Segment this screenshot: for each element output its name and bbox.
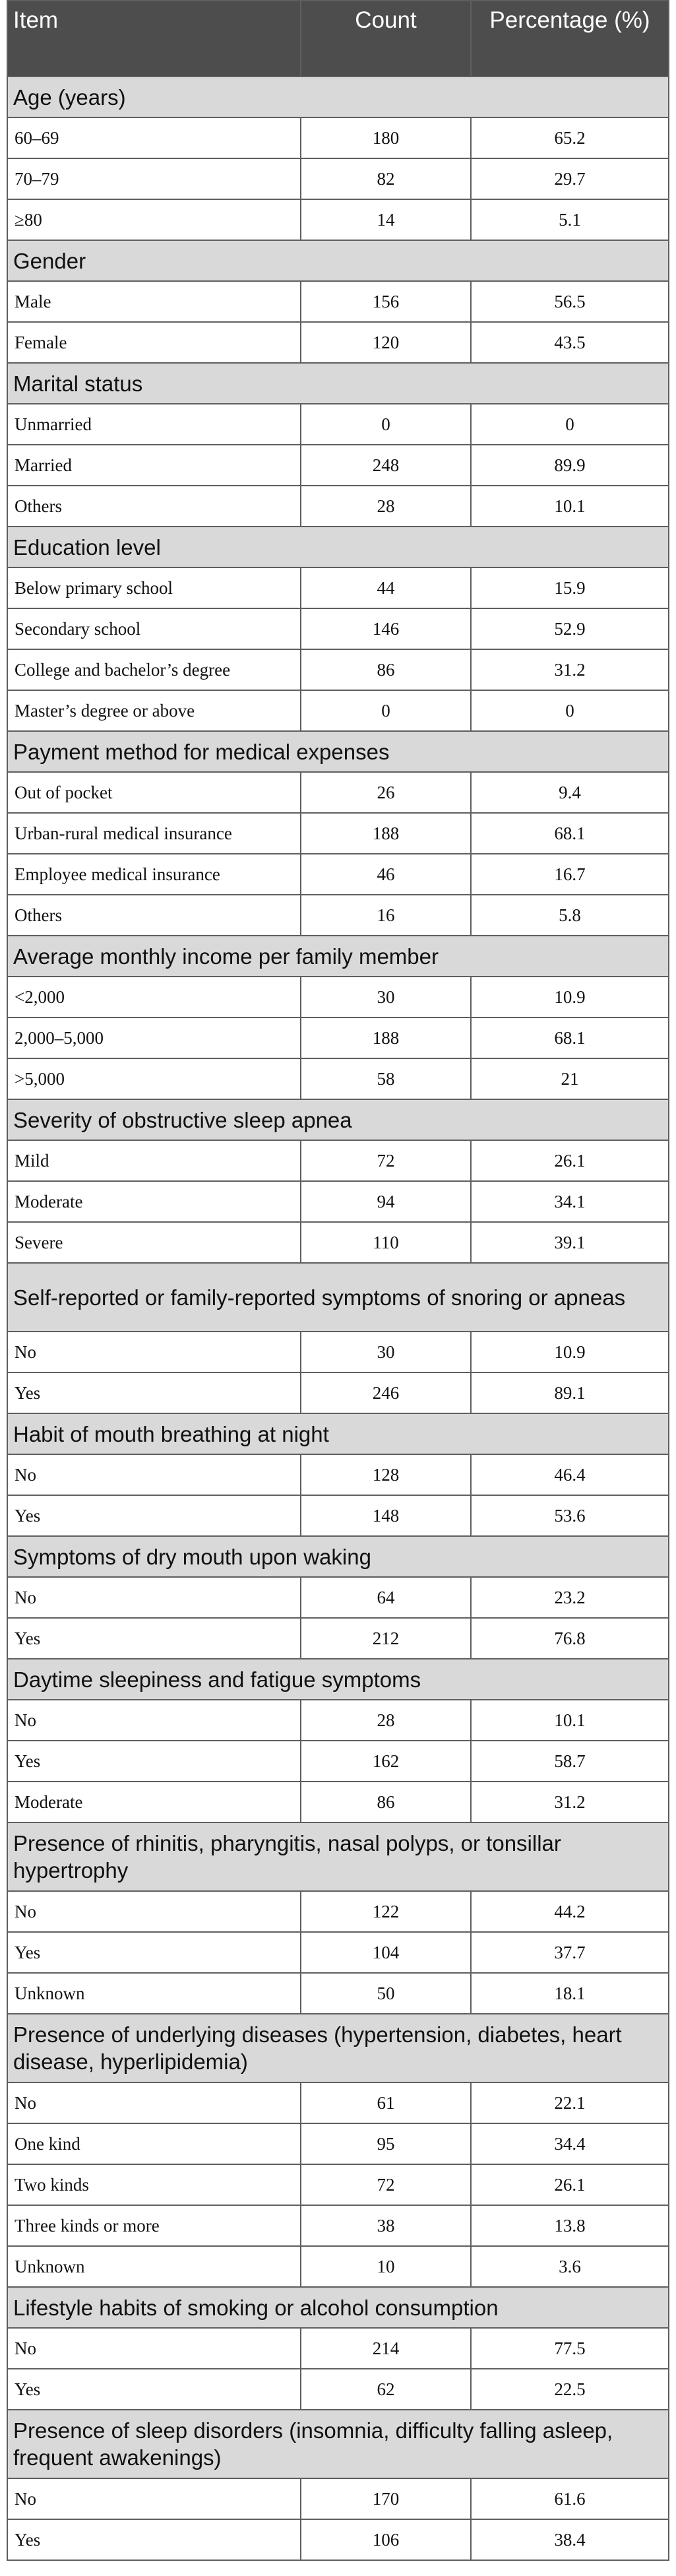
cell-label: <2,000 — [7, 977, 301, 1017]
section-header-row — [7, 936, 669, 977]
cell-label: Others — [7, 486, 301, 527]
cell-count: 58 — [301, 1058, 471, 1099]
table-body — [7, 77, 669, 2560]
table-row — [7, 1891, 669, 1932]
table-row — [7, 2478, 669, 2519]
cell-count: 28 — [301, 1700, 471, 1741]
section-header-row — [7, 2287, 669, 2328]
cell-label: Unknown — [7, 1973, 301, 2014]
table-row — [7, 1495, 669, 1536]
table-row — [7, 1222, 669, 1263]
cell-count: 26 — [301, 772, 471, 813]
cell-percentage: 0 — [471, 690, 669, 731]
cell-label: No — [7, 1332, 301, 1372]
table-row — [7, 322, 669, 363]
cell-label: No — [7, 1891, 301, 1932]
table-row — [7, 199, 669, 240]
cell-label: Severe — [7, 1222, 301, 1263]
cell-count: 214 — [301, 2328, 471, 2369]
header-item: Item — [7, 1, 301, 77]
cell-label: One kind — [7, 2123, 301, 2164]
section-title: Education level — [7, 527, 669, 567]
cell-count: 10 — [301, 2246, 471, 2287]
cell-percentage: 65.2 — [471, 117, 669, 158]
cell-percentage: 5.8 — [471, 895, 669, 936]
table-row — [7, 445, 669, 486]
cell-label: Yes — [7, 1495, 301, 1536]
section-title: Presence of underlying diseases (hypertension, diabetes, heart disease, hyperlipidemia) — [7, 2014, 669, 2082]
cell-percentage: 53.6 — [471, 1495, 669, 1536]
cell-label: No — [7, 1700, 301, 1741]
cell-percentage: 3.6 — [471, 2246, 669, 2287]
table-row — [7, 1140, 669, 1181]
section-header-row — [7, 731, 669, 772]
table-row — [7, 2246, 669, 2287]
cell-percentage: 58.7 — [471, 1741, 669, 1782]
cell-percentage: 44.2 — [471, 1891, 669, 1932]
header-count: Count — [301, 1, 471, 77]
cell-count: 156 — [301, 281, 471, 322]
table-row — [7, 281, 669, 322]
cell-percentage: 61.6 — [471, 2478, 669, 2519]
cell-label: College and bachelor’s degree — [7, 649, 301, 690]
cell-percentage: 34.4 — [471, 2123, 669, 2164]
cell-percentage: 10.9 — [471, 1332, 669, 1372]
section-header-row — [7, 1822, 669, 1891]
table-row — [7, 1332, 669, 1372]
table-row — [7, 1454, 669, 1495]
cell-percentage: 31.2 — [471, 1782, 669, 1822]
cell-percentage: 52.9 — [471, 608, 669, 649]
cell-count: 188 — [301, 1017, 471, 1058]
table-row — [7, 117, 669, 158]
cell-percentage: 77.5 — [471, 2328, 669, 2369]
cell-count: 72 — [301, 1140, 471, 1181]
cell-percentage: 22.1 — [471, 2082, 669, 2123]
cell-percentage: 21 — [471, 1058, 669, 1099]
table-row — [7, 1618, 669, 1659]
section-title: Habit of mouth breathing at night — [7, 1413, 669, 1454]
section-header-row — [7, 1263, 669, 1332]
cell-label: Out of pocket — [7, 772, 301, 813]
cell-percentage: 89.1 — [471, 1372, 669, 1413]
cell-label: No — [7, 1454, 301, 1495]
cell-label: Others — [7, 895, 301, 936]
cell-count: 44 — [301, 567, 471, 608]
section-title: Lifestyle habits of smoking or alcohol consumption — [7, 2287, 669, 2328]
cell-count: 62 — [301, 2369, 471, 2410]
cell-count: 95 — [301, 2123, 471, 2164]
cell-label: Employee medical insurance — [7, 854, 301, 895]
table-row — [7, 772, 669, 813]
cell-label: ≥80 — [7, 199, 301, 240]
cell-label: Male — [7, 281, 301, 322]
cell-count: 14 — [301, 199, 471, 240]
cell-label: Yes — [7, 1932, 301, 1973]
cell-label: 60–69 — [7, 117, 301, 158]
section-header-row — [7, 1536, 669, 1577]
cell-label: Mild — [7, 1140, 301, 1181]
section-header-row — [7, 2410, 669, 2478]
table-row — [7, 2123, 669, 2164]
table-row — [7, 1700, 669, 1741]
cell-label: Moderate — [7, 1782, 301, 1822]
cell-count: 128 — [301, 1454, 471, 1495]
cell-count: 106 — [301, 2519, 471, 2560]
section-title: Presence of rhinitis, pharyngitis, nasal polyps, or tonsillar hypertrophy — [7, 1822, 669, 1891]
table-row — [7, 2369, 669, 2410]
cell-percentage: 0 — [471, 404, 669, 445]
cell-percentage: 15.9 — [471, 567, 669, 608]
data-table-container — [7, 0, 668, 2561]
section-header-row — [7, 1413, 669, 1454]
cell-label: No — [7, 1577, 301, 1618]
cell-label: No — [7, 2328, 301, 2369]
table-row — [7, 486, 669, 527]
cell-label: Three kinds or more — [7, 2205, 301, 2246]
section-title: Gender — [7, 240, 669, 281]
cell-count: 122 — [301, 1891, 471, 1932]
table-row — [7, 1973, 669, 2014]
cell-count: 16 — [301, 895, 471, 936]
cell-label: 2,000–5,000 — [7, 1017, 301, 1058]
cell-percentage: 39.1 — [471, 1222, 669, 1263]
cell-count: 120 — [301, 322, 471, 363]
table-row — [7, 1058, 669, 1099]
cell-label: Female — [7, 322, 301, 363]
cell-label: 70–79 — [7, 158, 301, 199]
cell-percentage: 16.7 — [471, 854, 669, 895]
cell-percentage: 22.5 — [471, 2369, 669, 2410]
table-row — [7, 2519, 669, 2560]
cell-label: Yes — [7, 2369, 301, 2410]
table-row — [7, 1577, 669, 1618]
cell-label: No — [7, 2478, 301, 2519]
table-row — [7, 2164, 669, 2205]
cell-label: Master’s degree or above — [7, 690, 301, 731]
cell-label: Secondary school — [7, 608, 301, 649]
cell-count: 50 — [301, 1973, 471, 2014]
cell-percentage: 26.1 — [471, 1140, 669, 1181]
section-title: Marital status — [7, 363, 669, 404]
cell-count: 248 — [301, 445, 471, 486]
section-title: Presence of sleep disorders (insomnia, difficulty falling asleep, frequent awakenings) — [7, 2410, 669, 2478]
cell-percentage: 46.4 — [471, 1454, 669, 1495]
table-row — [7, 2328, 669, 2369]
cell-count: 170 — [301, 2478, 471, 2519]
cell-count: 0 — [301, 690, 471, 731]
cell-label: Below primary school — [7, 567, 301, 608]
cell-label: No — [7, 2082, 301, 2123]
table-row — [7, 2082, 669, 2123]
header-percentage: Percentage (%) — [471, 1, 669, 77]
cell-label: Moderate — [7, 1181, 301, 1222]
table-row — [7, 813, 669, 854]
section-title: Daytime sleepiness and fatigue symptoms — [7, 1659, 669, 1700]
cell-percentage: 37.7 — [471, 1932, 669, 1973]
cell-label: Two kinds — [7, 2164, 301, 2205]
cell-percentage: 29.7 — [471, 158, 669, 199]
cell-count: 64 — [301, 1577, 471, 1618]
cell-label: Urban-rural medical insurance — [7, 813, 301, 854]
section-header-row — [7, 77, 669, 117]
section-header-row — [7, 363, 669, 404]
cell-count: 30 — [301, 1332, 471, 1372]
section-title: Severity of obstructive sleep apnea — [7, 1099, 669, 1140]
cell-label: Yes — [7, 2519, 301, 2560]
cell-label: Yes — [7, 1372, 301, 1413]
cell-count: 30 — [301, 977, 471, 1017]
table-row — [7, 854, 669, 895]
cell-percentage: 13.8 — [471, 2205, 669, 2246]
cell-percentage: 18.1 — [471, 1973, 669, 2014]
table-row — [7, 1372, 669, 1413]
table-row — [7, 608, 669, 649]
cell-percentage: 68.1 — [471, 1017, 669, 1058]
section-header-row — [7, 240, 669, 281]
section-title: Age (years) — [7, 77, 669, 117]
cell-percentage: 10.1 — [471, 1700, 669, 1741]
cell-percentage: 5.1 — [471, 199, 669, 240]
cell-percentage: 23.2 — [471, 1577, 669, 1618]
section-header-row — [7, 1659, 669, 1700]
table-header-row — [7, 1, 669, 77]
cell-label: Unmarried — [7, 404, 301, 445]
cell-label: Yes — [7, 1741, 301, 1782]
cell-count: 0 — [301, 404, 471, 445]
cell-percentage: 26.1 — [471, 2164, 669, 2205]
cell-count: 86 — [301, 1782, 471, 1822]
cell-count: 38 — [301, 2205, 471, 2246]
cell-count: 110 — [301, 1222, 471, 1263]
cell-count: 82 — [301, 158, 471, 199]
cell-count: 148 — [301, 1495, 471, 1536]
cell-count: 162 — [301, 1741, 471, 1782]
table-row — [7, 1181, 669, 1222]
cell-percentage: 89.9 — [471, 445, 669, 486]
table-row — [7, 1782, 669, 1822]
section-title: Self-reported or family-reported symptoms of snoring or apneas — [7, 1263, 669, 1332]
cell-count: 180 — [301, 117, 471, 158]
table-row — [7, 567, 669, 608]
cell-count: 61 — [301, 2082, 471, 2123]
cell-percentage: 43.5 — [471, 322, 669, 363]
cell-label: Unknown — [7, 2246, 301, 2287]
cell-percentage: 34.1 — [471, 1181, 669, 1222]
cell-count: 28 — [301, 486, 471, 527]
cell-percentage: 76.8 — [471, 1618, 669, 1659]
table-row — [7, 977, 669, 1017]
cell-count: 104 — [301, 1932, 471, 1973]
cell-percentage: 10.1 — [471, 486, 669, 527]
cell-count: 188 — [301, 813, 471, 854]
table-row — [7, 1932, 669, 1973]
cell-label: >5,000 — [7, 1058, 301, 1099]
table-row — [7, 690, 669, 731]
cell-count: 94 — [301, 1181, 471, 1222]
cell-count: 146 — [301, 608, 471, 649]
demographics-table — [7, 0, 669, 2561]
section-header-row — [7, 527, 669, 567]
cell-percentage: 68.1 — [471, 813, 669, 854]
table-row — [7, 895, 669, 936]
section-title: Payment method for medical expenses — [7, 731, 669, 772]
cell-count: 86 — [301, 649, 471, 690]
cell-percentage: 38.4 — [471, 2519, 669, 2560]
table-row — [7, 404, 669, 445]
section-header-row — [7, 1099, 669, 1140]
cell-label: Yes — [7, 1618, 301, 1659]
table-row — [7, 1017, 669, 1058]
cell-count: 46 — [301, 854, 471, 895]
section-header-row — [7, 2014, 669, 2082]
section-title: Average monthly income per family member — [7, 936, 669, 977]
table-row — [7, 158, 669, 199]
table-row — [7, 2205, 669, 2246]
cell-label: Married — [7, 445, 301, 486]
cell-percentage: 31.2 — [471, 649, 669, 690]
table-row — [7, 649, 669, 690]
table-row — [7, 1741, 669, 1782]
section-title: Symptoms of dry mouth upon waking — [7, 1536, 669, 1577]
cell-count: 246 — [301, 1372, 471, 1413]
cell-count: 72 — [301, 2164, 471, 2205]
cell-count: 212 — [301, 1618, 471, 1659]
cell-percentage: 56.5 — [471, 281, 669, 322]
cell-percentage: 10.9 — [471, 977, 669, 1017]
cell-percentage: 9.4 — [471, 772, 669, 813]
